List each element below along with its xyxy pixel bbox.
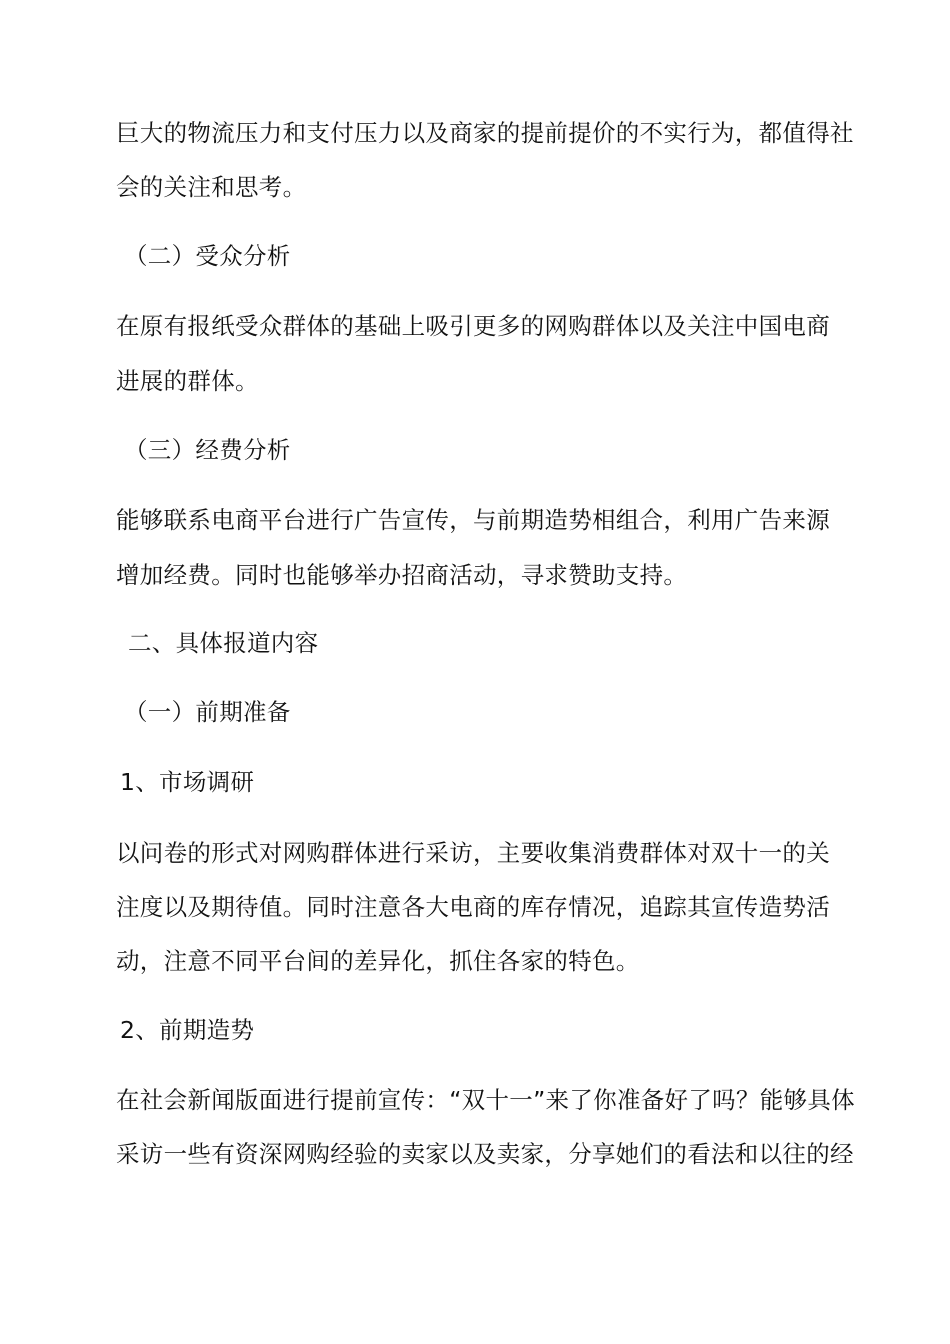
paragraph-line: 进展的群体。 (116, 367, 259, 395)
section-heading: （三）经费分析 (124, 436, 291, 464)
section-heading: （一）前期准备 (124, 698, 291, 726)
paragraph-line: 动，注意不同平台间的差异化，抓住各家的特色。 (116, 947, 640, 975)
paragraph-line: 注度以及期待值。同时注意各大电商的库存情况，追踪其宣传造势活 (116, 893, 830, 921)
subsection-heading: 1、市场调研 (120, 768, 255, 796)
paragraph-line: 会的关注和思考。 (116, 173, 307, 201)
paragraph-line: 在原有报纸受众群体的基础上吸引更多的网购群体以及关注中国电商 (116, 312, 830, 340)
section-heading: （二）受众分析 (124, 242, 291, 270)
paragraph-line: 采访一些有资深网购经验的卖家以及卖家，分享她们的看法和以往的经 (116, 1140, 854, 1168)
paragraph-line: 能够联系电商平台进行广告宣传，与前期造势相组合，利用广告来源 (116, 506, 830, 534)
paragraph-line: 巨大的物流压力和支付压力以及商家的提前提价的不实行为，都值得社 (116, 119, 854, 147)
paragraph-line: 增加经费。同时也能够举办招商活动，寻求赞助支持。 (116, 561, 688, 589)
paragraph-line: 以问卷的形式对网购群体进行采访，主要收集消费群体对双十一的关 (116, 839, 830, 867)
paragraph-line: 在社会新闻版面进行提前宣传：“双十一”来了你准备好了吗？能够具体 (116, 1086, 855, 1114)
chapter-heading: 二、具体报道内容 (128, 629, 319, 657)
subsection-heading: 2、前期造势 (120, 1016, 255, 1044)
